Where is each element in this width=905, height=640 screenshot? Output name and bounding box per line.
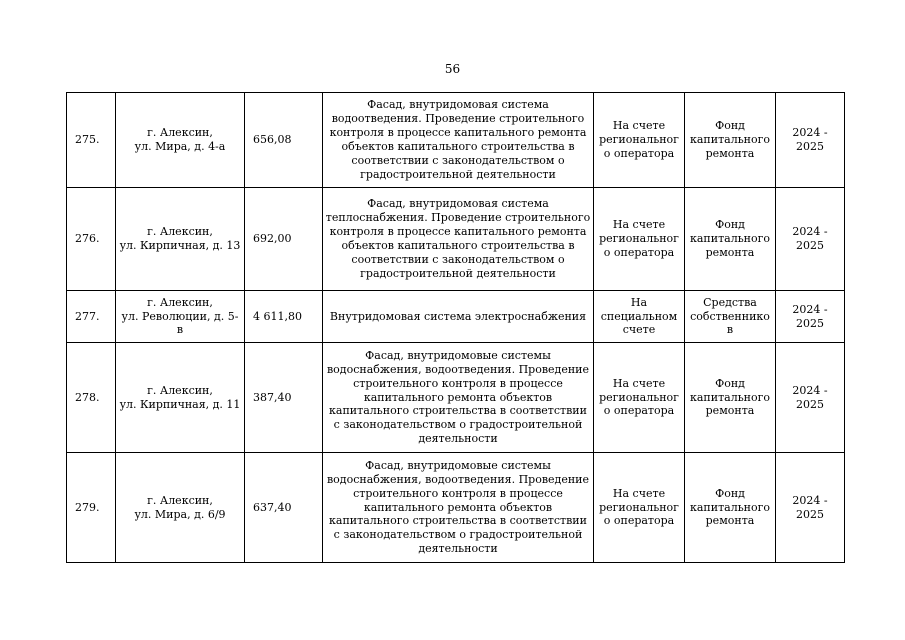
- row-number: 279.: [67, 453, 116, 563]
- address-cell: [116, 291, 245, 343]
- source-cell: Фонд капитального ремонта: [685, 93, 776, 188]
- address-city: г. Алексин,: [147, 225, 213, 239]
- row-number: 276.: [67, 188, 116, 291]
- row-number: 275.: [67, 93, 116, 188]
- amount-cell: 4 611,80: [245, 291, 323, 343]
- works-cell: Фасад, внутридомовая система теплоснабжения. Проведение строительного контроля в процессе капитального ремонта объектов капитального строительства в соответствии с законодательством о градостроительной деятельности: [323, 188, 594, 291]
- address-cell: [116, 343, 245, 453]
- address-street: ул. Кирпичная, д. 13: [119, 239, 241, 252]
- row-number: 278.: [67, 343, 116, 453]
- period-cell: 2024 - 2025: [776, 291, 845, 343]
- address-street: ул. Мира, д. 6/9: [134, 507, 226, 521]
- row-number: 277.: [67, 291, 116, 343]
- address-city: г. Алексин,: [147, 295, 213, 309]
- page-number: 56: [444, 62, 461, 76]
- source-cell: Фонд капитального ремонта: [685, 188, 776, 291]
- table-row: [67, 453, 845, 563]
- period-cell: 2024 - 2025: [776, 188, 845, 291]
- address-city: г. Алексин,: [147, 493, 213, 507]
- source-cell: Фонд капитального ремонта: [685, 453, 776, 563]
- amount-cell: 656,08: [245, 93, 323, 188]
- amount-cell: 387,40: [245, 343, 323, 453]
- source-cell: Фонд капитального ремонта: [685, 343, 776, 453]
- table-row: [67, 188, 845, 291]
- address-cell: [116, 453, 245, 563]
- address-street: ул. Кирпичная, д. 11: [119, 397, 241, 411]
- address-street: ул. Революции, д. 5-в: [121, 309, 239, 337]
- period-cell: 2024 - 2025: [776, 343, 845, 453]
- period-cell: 2024 - 2025: [776, 453, 845, 563]
- works-cell: Внутридомовая система электроснабжения: [323, 291, 594, 343]
- period-cell: 2024 - 2025: [776, 93, 845, 188]
- address-city: г. Алексин,: [147, 383, 213, 397]
- repair-schedule-table: [66, 92, 845, 563]
- account-cell: На счете регионального оператора: [594, 188, 685, 291]
- address-street: ул. Мира, д. 4-а: [134, 140, 226, 153]
- table-row: [67, 93, 845, 188]
- works-cell: Фасад, внутридомовая система водоотведения. Проведение строительного контроля в процессе капитального ремонта объектов капитального строительства в соответствии с законодательством о градостроительной деятельности: [323, 93, 594, 188]
- amount-cell: 637,40: [245, 453, 323, 563]
- amount-cell: 692,00: [245, 188, 323, 291]
- address-city: г. Алексин,: [147, 126, 213, 140]
- works-cell: Фасад, внутридомовые системы водоснабжения, водоотведения. Проведение строительного контроля в процессе капитального ремонта объектов капитального строительства в соответствии с законодательством о градостроительной деятельности: [323, 453, 594, 563]
- address-cell: [116, 188, 245, 291]
- table-row: [67, 291, 845, 343]
- account-cell: На счете регионального оператора: [594, 343, 685, 453]
- account-cell: На специальном счете: [594, 291, 685, 343]
- address-cell: [116, 93, 245, 188]
- works-cell: Фасад, внутридомовые системы водоснабжения, водоотведения. Проведение строительного контроля в процессе капитального ремонта объектов капитального строительства в соответствии с законодательством о градостроительной деятельности: [323, 343, 594, 453]
- source-cell: Средства собственников: [685, 291, 776, 343]
- account-cell: На счете регионального оператора: [594, 93, 685, 188]
- table-row: [67, 343, 845, 453]
- account-cell: На счете регионального оператора: [594, 453, 685, 563]
